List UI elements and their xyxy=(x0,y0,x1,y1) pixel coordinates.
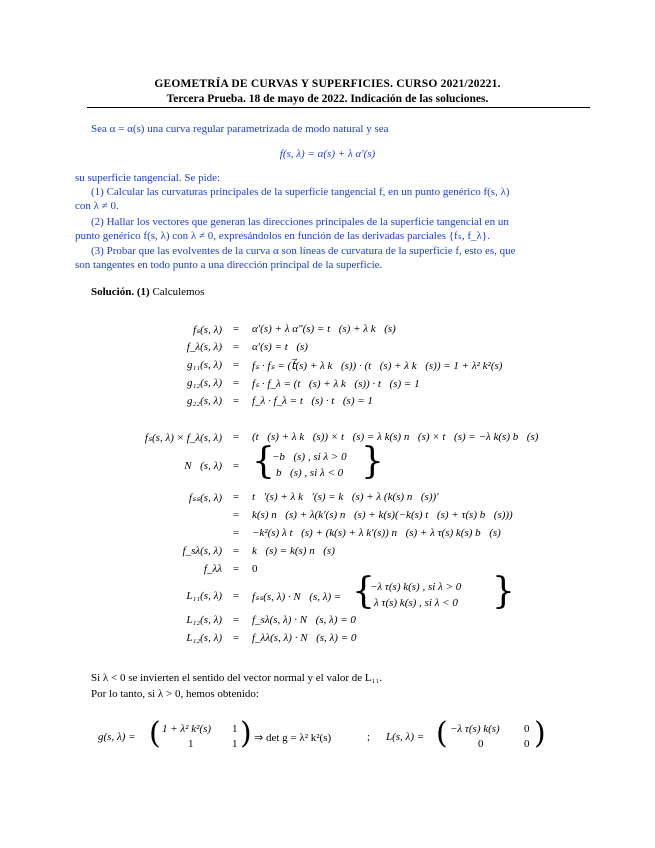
eq-fsl-lhs: f_sλ(s, λ) xyxy=(182,545,222,557)
conclusion-line-1: Si λ < 0 se invierten el sentido del vector normal y el valor de L₁₁. xyxy=(91,672,383,684)
problem-1-line-2: con λ ≠ 0. xyxy=(75,200,119,212)
right-brace: } xyxy=(492,571,515,612)
eq-sign: = xyxy=(232,395,240,407)
L-21: 0 xyxy=(478,738,484,750)
eq-g12-rhs: fₛ · f_λ = (t⃗(s) + λ k⃗(s)) · t⃗(s) = 1 xyxy=(252,378,420,390)
eq-fs-rhs: α′(s) + λ α″(s) = t⃗(s) + λ k⃗(s) xyxy=(252,323,396,335)
eq-g11-lhs: g₁₁(s, λ) xyxy=(186,359,222,371)
eq-normal-case2: b⃗(s) , si λ < 0 xyxy=(276,467,344,479)
g-right-paren: ) xyxy=(240,716,252,751)
L-right-paren: ) xyxy=(534,716,546,751)
eq-fs-lhs: fₛ(s, λ) xyxy=(192,324,222,336)
eq-sign: = xyxy=(232,460,240,472)
L-matrix-lhs: L(s, λ) = xyxy=(386,731,425,743)
eq-g11-rhs: fₛ · fₛ = (t⃗(s) + λ k⃗(s)) · (t⃗(s) + λ k⃗(s)) = 1 + λ² k²(s) xyxy=(252,360,503,372)
eq-sign: = xyxy=(232,377,240,389)
g-11: 1 + λ² k²(s) xyxy=(162,723,212,735)
eq-normal-lhs: N⃗(s, λ) xyxy=(184,460,222,472)
solution-lead: Calculemos xyxy=(149,286,205,298)
eq-sign: = xyxy=(232,509,240,521)
statement-tangential: su superficie tangencial. Se pide: xyxy=(75,172,221,184)
eq-fsl-rhs: k⃗(s) = k(s) n⃗(s) xyxy=(252,545,335,557)
g-12: 1 xyxy=(232,723,238,735)
eq-L12a-lhs: L₁₂(s, λ) xyxy=(186,614,222,626)
eq-normal-case1: −b⃗(s) , si λ > 0 xyxy=(272,451,347,463)
eq-L12a-rhs: f_sλ(s, λ) · N⃗(s, λ) = 0 xyxy=(252,614,356,626)
eq-g12-lhs: g₁₂(s, λ) xyxy=(186,377,222,389)
g-left-paren: ( xyxy=(149,716,161,751)
eq-L11-rhs: fₛₛ(s, λ) · N⃗(s, λ) = xyxy=(252,591,342,603)
eq-fss-rhs-3: −k²(s) λ t⃗(s) + (k(s) + λ k′(s)) n⃗(s) + λ τ(s) k(s) b⃗(s) xyxy=(252,527,501,539)
separator: ; xyxy=(367,731,371,743)
statement-intro: Sea α = α(s) una curva regular parametrizada de modo natural y sea xyxy=(91,123,389,135)
eq-sign: = xyxy=(232,431,240,443)
problem-2-line-2: punto genérico f(s, λ) con λ ≠ 0, expresándolos en función de las derivadas parciales {fₛ, f_λ}. xyxy=(75,230,490,242)
L-11: −λ τ(s) k(s) xyxy=(450,723,500,735)
eq-L12b-lhs: L₁₂(s, λ) xyxy=(186,632,222,644)
L-12: 0 xyxy=(524,723,530,735)
eq-sign: = xyxy=(232,614,240,626)
eq-g22-lhs: g₂₂(s, λ) xyxy=(186,395,222,407)
L-left-paren: ( xyxy=(436,716,448,751)
eq-L11-case1: −λ τ(s) k(s) , si λ > 0 xyxy=(370,581,462,593)
left-brace: { xyxy=(352,571,375,612)
problem-3-line-1: (3) Probar que las evolventes de la curva α son líneas de curvatura de la superficie f, esto es, que xyxy=(91,245,516,257)
conclusion-line-2: Por lo tanto, si λ > 0, hemos obtenido: xyxy=(91,688,259,700)
eq-sign: = xyxy=(232,563,240,575)
eq-g22-rhs: f_λ · f_λ = t⃗(s) · t⃗(s) = 1 xyxy=(252,395,373,407)
eq-fll-lhs: f_λλ xyxy=(203,563,222,575)
eq-fss-rhs-1: t⃗′(s) + λ k⃗′(s) = k⃗(s) + λ (k(s) n⃗(s))′ xyxy=(252,491,439,503)
eq-sign: = xyxy=(232,545,240,557)
problem-3-line-2: son tangentes en todo punto a una dirección principal de la superficie. xyxy=(75,259,383,271)
right-brace: } xyxy=(361,441,384,482)
L-22: 0 xyxy=(524,738,530,750)
eq-L12b-rhs: f_λλ(s, λ) · N⃗(s, λ) = 0 xyxy=(252,632,357,644)
eq-fl-rhs: α′(s) = t⃗(s) xyxy=(252,341,308,353)
eq-sign: = xyxy=(232,590,240,602)
eq-fl-lhs: f_λ(s, λ) xyxy=(186,341,222,353)
eq-fss-rhs-2: k(s) n⃗(s) + λ(k′(s) n⃗(s) + k(s)(−k(s) t⃗(s) + τ(s) b⃗(s))) xyxy=(252,509,513,521)
eq-cross-rhs: (t⃗(s) + λ k⃗(s)) × t⃗(s) = λ k(s) n⃗(s) × t⃗(s) = −λ k(s) b⃗(s) xyxy=(252,431,539,443)
eq-fss-lhs: fₛₛ(s, λ) xyxy=(188,492,222,504)
eq-sign: = xyxy=(232,632,240,644)
eq-sign: = xyxy=(232,323,240,335)
statement-formula: f(s, λ) = α(s) + λ α′(s) xyxy=(279,148,376,160)
g-22: 1 xyxy=(232,738,238,750)
document-title: GEOMETRÍA DE CURVAS Y SUPERFICIES. CURSO 2021/20221. xyxy=(154,78,501,90)
document-subtitle: Tercera Prueba. 18 de mayo de 2022. Indicación de las soluciones. xyxy=(166,93,489,105)
eq-L11-lhs: L₁₁(s, λ) xyxy=(186,590,222,602)
eq-sign: = xyxy=(232,527,240,539)
eq-sign: = xyxy=(232,359,240,371)
eq-sign: = xyxy=(232,491,240,503)
problem-1-line-1: (1) Calcular las curvaturas principales de la superficie tangencial f, en un punto genérico f(s, λ) xyxy=(91,186,510,198)
eq-cross-lhs: fₛ(s, λ) × f_λ(s, λ) xyxy=(144,432,222,444)
g-matrix-lhs: g(s, λ) = xyxy=(98,731,136,743)
eq-sign: = xyxy=(232,341,240,353)
solution-label: Solución. (1) xyxy=(91,286,150,298)
eq-fll-rhs: 0 xyxy=(252,563,258,575)
left-brace: { xyxy=(252,441,275,482)
eq-L11-case2: λ τ(s) k(s) , si λ < 0 xyxy=(374,597,458,609)
problem-2-line-1: (2) Hallar los vectores que generan las direcciones principales de la superficie tangencial en un xyxy=(91,216,509,228)
g-21: 1 xyxy=(188,738,194,750)
det-expression: ⇒ det g = λ² k²(s) xyxy=(254,732,332,744)
